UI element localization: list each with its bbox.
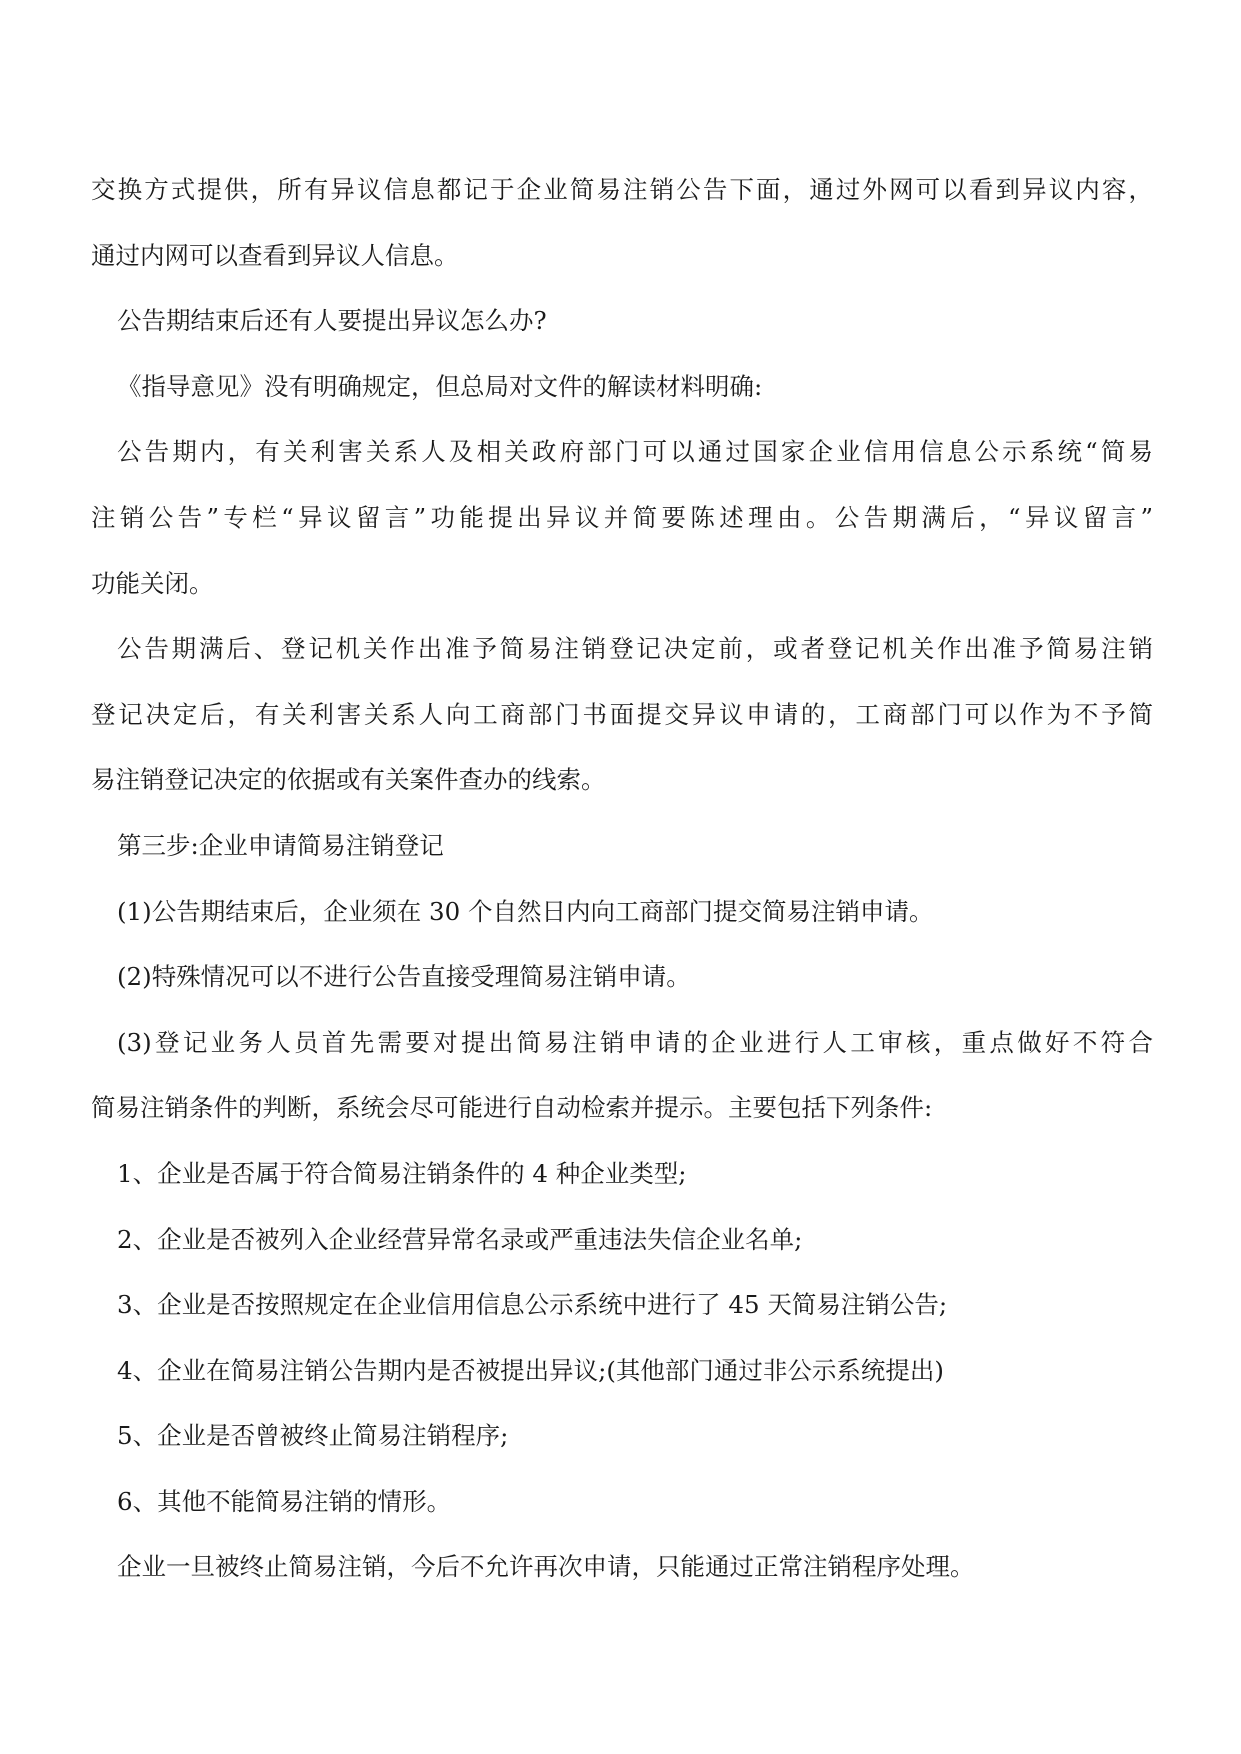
list-item: 6、其他不能简易注销的情形。 [117,1486,452,1516]
paragraph-line: 通过内网可以查看到异议人信息。 [91,240,459,270]
paragraph-line: 公告期满后、登记机关作出准予简易注销登记决定前，或者登记机关作出准予简易注销 [117,634,1153,664]
paragraph-line: 注销公告”专栏“异议留言”功能提出异议并简要陈述理由。公告期满后，“异议留言” [91,502,1153,532]
paragraph-line: 易注销登记决定的依据或有关案件查办的线索。 [91,765,606,795]
list-item: (1)公告期结束后，企业须在 30 个自然日内向工商部门提交简易注销申请。 [117,896,934,926]
paragraph-line: 交换方式提供，所有异议信息都记于企业简易注销公告下面，通过外网可以看到异议内容， [91,175,1153,204]
paragraph-line: 《指导意见》没有明确规定，但总局对文件的解读材料明确: [117,371,763,401]
document-body [91,157,1153,1600]
paragraph-line: 登记决定后，有关利害关系人向工商部门书面提交异议申请的，工商部门可以作为不予简 [91,699,1153,729]
paragraph-line: 公告期内，有关利害关系人及相关政府部门可以通过国家企业信用信息公示系统“简易 [117,437,1153,467]
paragraph-line: 企业一旦被终止简易注销，今后不允许再次申请，只能通过正常注销程序处理。 [117,1552,975,1582]
list-item: (3)登记业务人员首先需要对提出简易注销申请的企业进行人工审核，重点做好不符合 [117,1027,1153,1057]
question-line: 公告期结束后还有人要提出异议怎么办? [117,306,547,336]
paragraph-line: 功能关闭。 [91,568,214,598]
section-heading: 第三步:企业申请简易注销登记 [117,830,444,860]
paragraph-line: 简易注销条件的判断，系统会尽可能进行自动检索并提示。主要包括下列条件: [91,1093,933,1123]
list-item: 5、企业是否曾被终止简易注销程序; [117,1421,509,1451]
list-item: 1、企业是否属于符合简易注销条件的 4 种企业类型; [117,1158,687,1188]
list-item: 3、企业是否按照规定在企业信用信息公示系统中进行了 45 天简易注销公告; [117,1290,948,1320]
list-item: 4、企业在简易注销公告期内是否被提出异议;(其他部门通过非公示系统提出) [117,1355,944,1385]
list-item: 2、企业是否被列入企业经营异常名录或严重违法失信企业名单; [117,1224,803,1254]
list-item: (2)特殊情况可以不进行公告直接受理简易注销申请。 [117,962,691,992]
